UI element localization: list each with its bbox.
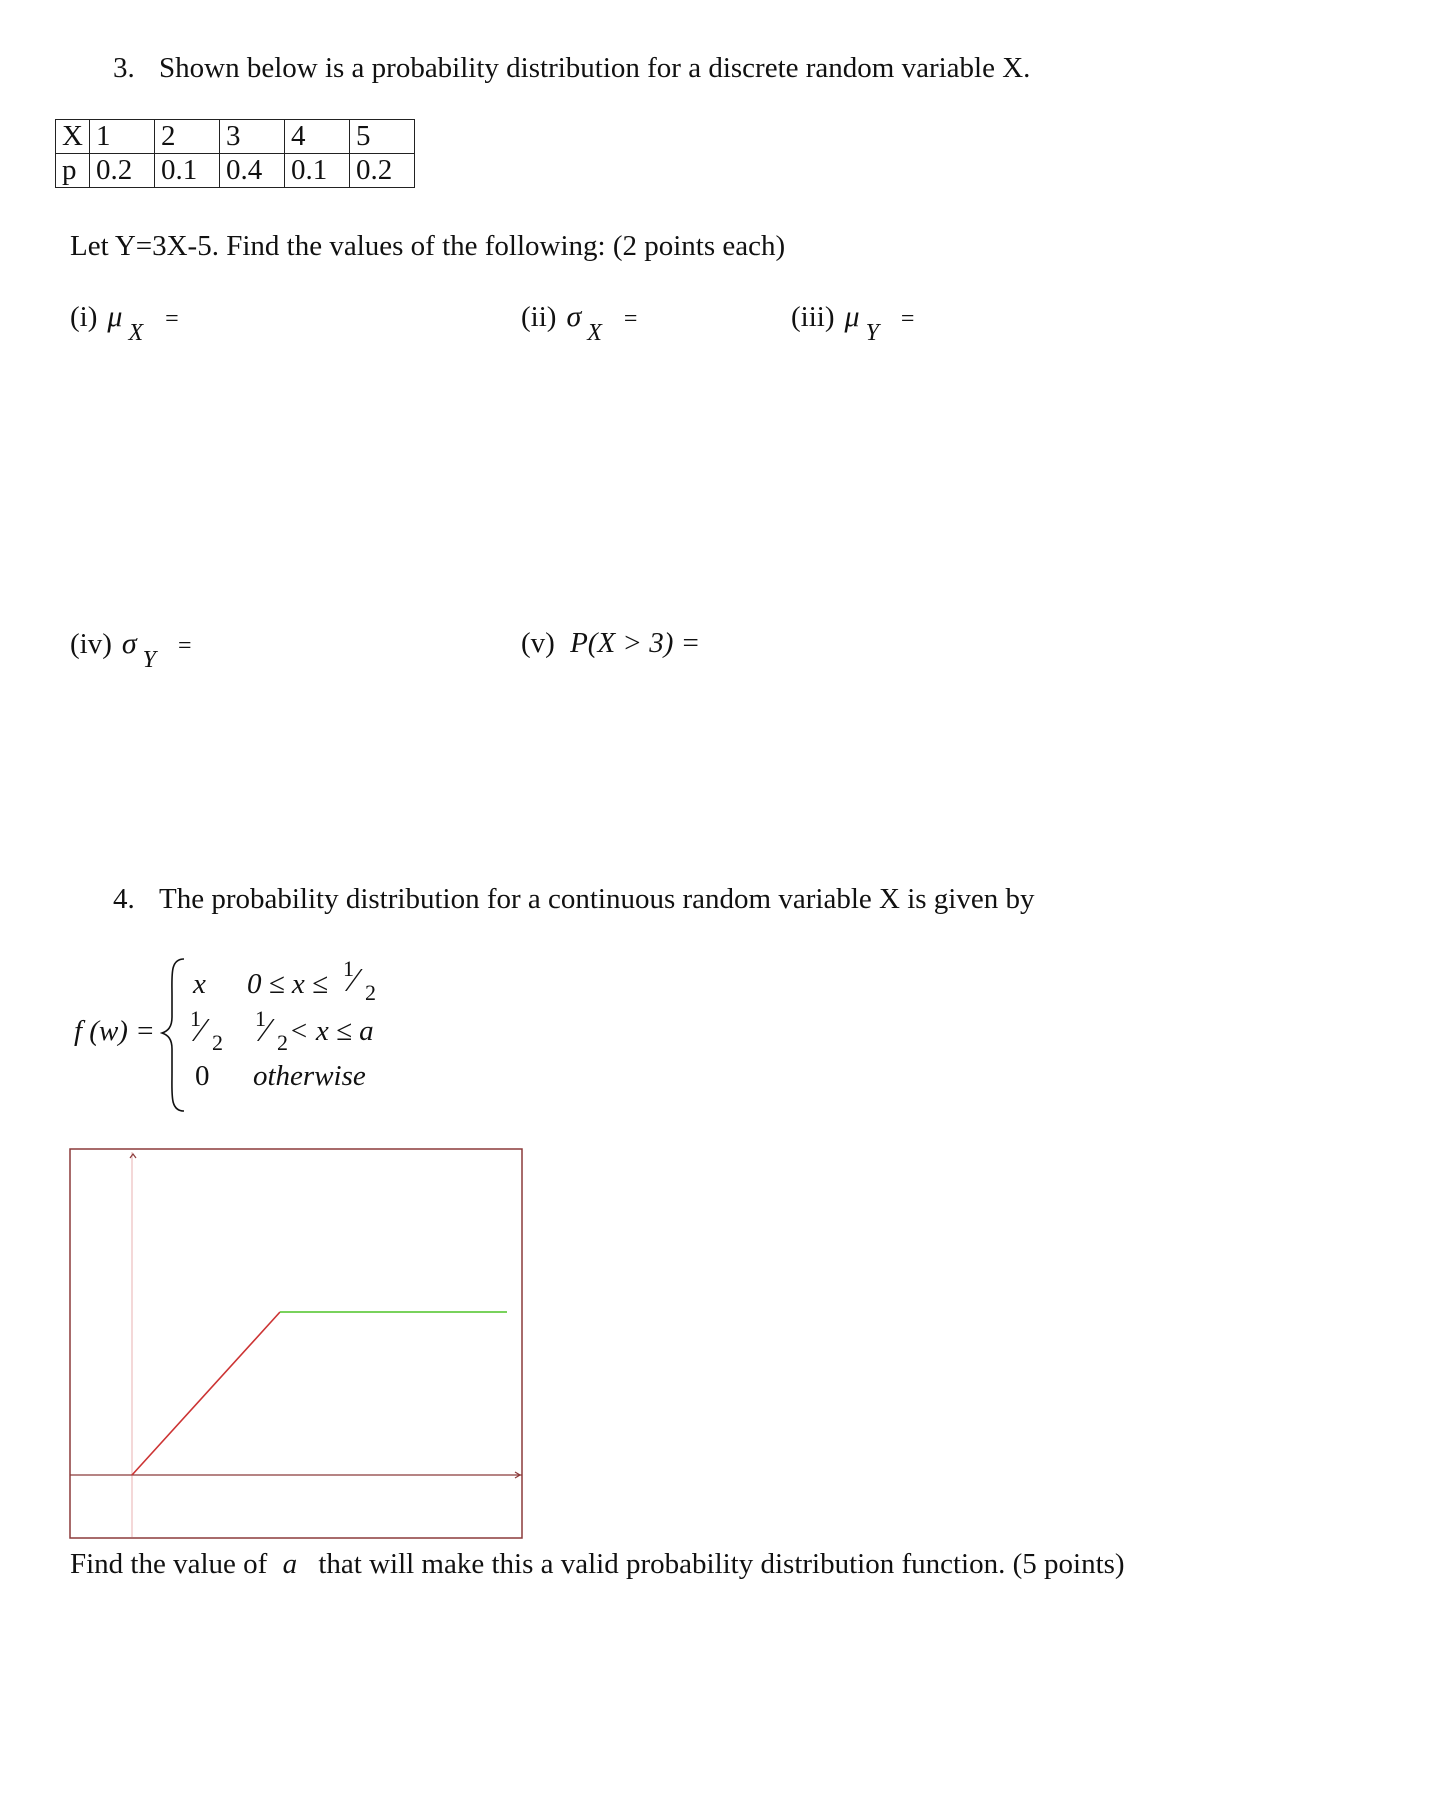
q4-statement-line xyxy=(113,883,1034,916)
q3-statement: Shown below is a probability distribution for a discrete random variable X. xyxy=(159,52,1031,84)
case3-value: 0 xyxy=(195,1060,210,1092)
part-ii-subscript: X xyxy=(587,320,602,346)
part-iii xyxy=(791,300,915,346)
x-value-5: 5 xyxy=(349,120,414,154)
part-v xyxy=(521,627,700,660)
part-i-equals: = xyxy=(165,306,179,332)
case1-condition: 0 ≤ x ≤ xyxy=(247,968,328,1000)
sigma-symbol: σ xyxy=(566,300,582,333)
final-prompt-before: Find the value of xyxy=(70,1548,268,1580)
left-brace-icon xyxy=(160,955,190,1115)
half-denominator: 2 xyxy=(212,1030,223,1055)
pdf-graph xyxy=(69,1148,523,1539)
q4-final-prompt xyxy=(70,1548,1125,1581)
part-v-expression: P(X > 3) = xyxy=(570,627,701,659)
row-label-p: p xyxy=(56,154,90,188)
part-iii-subscript: Y xyxy=(865,320,879,346)
half-numerator: 1 xyxy=(255,1006,266,1031)
half-numerator: 1 xyxy=(343,956,354,981)
part-ii-label: (ii) xyxy=(521,301,557,333)
q3-number: 3. xyxy=(113,52,135,84)
p-value-2: 0.1 xyxy=(154,154,219,188)
part-iii-equals: = xyxy=(900,306,915,332)
part-iv xyxy=(70,627,192,673)
part-i xyxy=(70,300,179,346)
part-ii xyxy=(521,300,638,346)
case2-condition: < x ≤ a xyxy=(289,1015,374,1047)
part-ii-equals: = xyxy=(623,306,638,332)
half-denominator: 2 xyxy=(365,980,376,1005)
half-numerator: 1 xyxy=(190,1006,201,1031)
q4-number: 4. xyxy=(113,883,135,915)
q4-statement: The probability distribution for a continuous random variable X is given by xyxy=(159,883,1035,915)
x-value-3: 3 xyxy=(219,120,284,154)
part-i-subscript: X xyxy=(128,320,144,346)
graph-frame xyxy=(70,1149,522,1538)
half-slash: ⁄ xyxy=(351,962,357,999)
p-value-1: 0.2 xyxy=(89,154,154,188)
x-value-4: 4 xyxy=(284,120,349,154)
p-value-5: 0.2 xyxy=(349,154,414,188)
part-i-label: (i) xyxy=(70,301,98,333)
p-value-3: 0.4 xyxy=(219,154,284,188)
final-prompt-after: that will make this a valid probability distribution function. (5 points) xyxy=(318,1548,1125,1580)
x-value-1: 1 xyxy=(89,120,154,154)
part-iii-label: (iii) xyxy=(791,301,835,333)
part-iv-equals: = xyxy=(178,633,192,659)
sigma-symbol: σ xyxy=(121,627,137,660)
part-iv-subscript: Y xyxy=(142,647,157,673)
function-lhs: f (w) = xyxy=(74,1015,155,1047)
p-value-4: 0.1 xyxy=(284,154,349,188)
distribution-table xyxy=(55,119,415,188)
mu-symbol: μ xyxy=(107,300,123,333)
case3-condition: otherwise xyxy=(253,1060,366,1092)
case1-value: x xyxy=(193,968,206,1000)
x-value-2: 2 xyxy=(154,120,219,154)
part-iv-label: (iv) xyxy=(70,628,112,660)
half-slash: ⁄ xyxy=(198,1012,204,1049)
part-v-label: (v) xyxy=(521,627,555,659)
row-label-x: X xyxy=(56,120,90,154)
q3-instruction: Let Y=3X-5. Find the values of the following: (2 points each) xyxy=(70,230,786,262)
half-denominator: 2 xyxy=(277,1030,288,1055)
table-row-p xyxy=(56,154,415,188)
table-row-x xyxy=(56,120,415,154)
final-variable: a xyxy=(282,1548,298,1580)
half-slash: ⁄ xyxy=(263,1012,269,1049)
mu-symbol: μ xyxy=(844,300,860,333)
q3-statement-line xyxy=(113,52,1030,85)
